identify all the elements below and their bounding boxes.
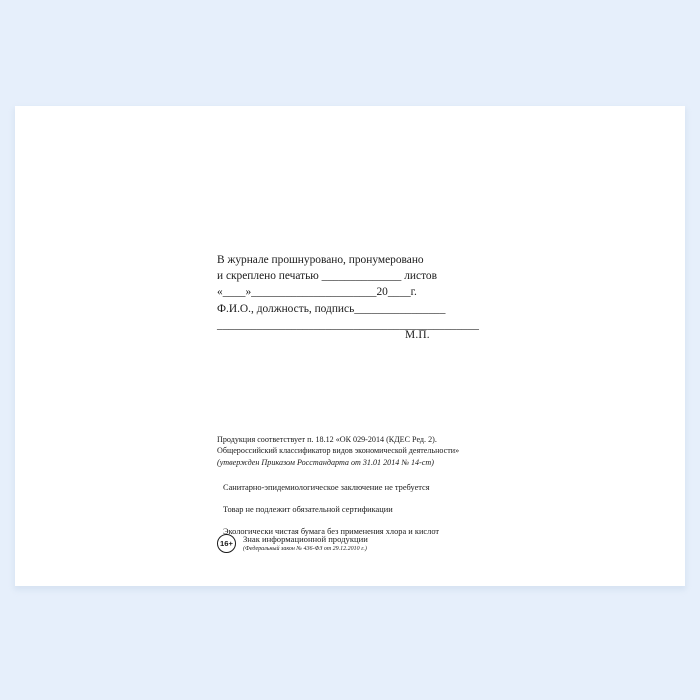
note-sanitary: Санитарно-эпидемиологическое заключение не требуется [223, 483, 430, 493]
age-rating-icon: 16+ [217, 534, 236, 553]
certification-line-3: «____»______________________20____г. [217, 286, 417, 299]
page-content [15, 106, 685, 586]
certification-line-5: ______________________________________________ [217, 318, 479, 331]
certification-block [217, 252, 517, 333]
seal-mark: М.П. [405, 329, 430, 341]
standard-line-1: Продукция соответствует п. 18.12 «ОК 029-2014 (КДЕС Ред. 2). [217, 435, 437, 444]
note-ecology: Экологически чистая бумага без применения хлора и кислот [223, 527, 440, 537]
footer-block [217, 434, 527, 538]
certification-line-2: и скреплено печатью ______________ листов [217, 270, 437, 283]
age-mark-title: Знак информационной продукции [243, 534, 368, 545]
document-page [15, 106, 685, 586]
certification-line-1: В журнале прошнуровано, пронумеровано [217, 254, 424, 266]
age-mark [217, 534, 368, 553]
standard-line-2: Общероссийский классификатор видов экономической деятельности» [217, 446, 460, 456]
age-mark-subtitle: (Федеральный закон № 436-ФЗ от 29.12.2010 г.) [243, 545, 367, 552]
standard-line-3: (утвержден Приказом Росстандарта от 31.01 2014 № 14-ст) [217, 457, 434, 467]
note-certification: Товар не подлежит обязательной сертификации [223, 505, 393, 515]
age-mark-text [243, 534, 368, 553]
certification-line-4: Ф.И.О., должность, подпись________________ [217, 302, 446, 315]
